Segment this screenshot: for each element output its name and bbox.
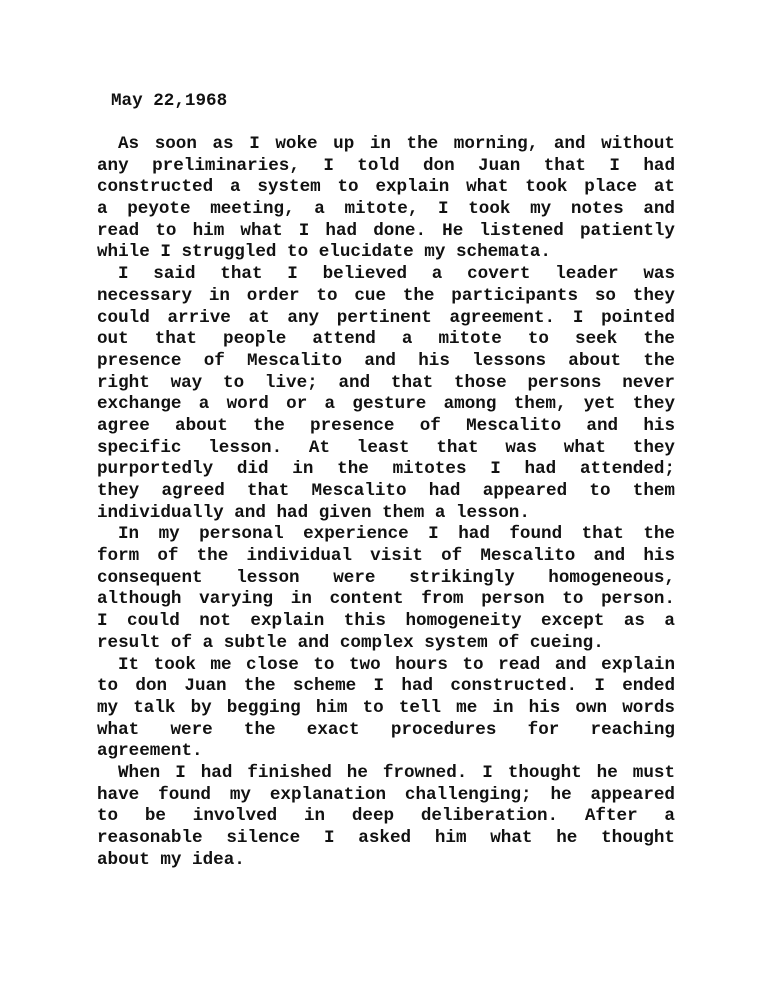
text-line: necessary in order to cue the participants so they <box>97 285 675 306</box>
text-line: When I had finished he frowned. I thought he must <box>118 762 675 783</box>
paragraph <box>97 763 675 871</box>
text-line: what were the exact procedures for reaching <box>97 719 675 740</box>
text-line: out that people attend a mitote to seek the <box>97 329 675 350</box>
text-line: I could not explain this homogeneity except as a <box>97 611 675 632</box>
text-line: consequent lesson were strikingly homogeneous, <box>97 567 675 588</box>
paragraph <box>97 524 675 654</box>
text-line: agreement. <box>97 741 203 762</box>
text-line: result of a subtle and complex system of cueing. <box>97 632 604 653</box>
text-line: agree about the presence of Mescalito and his <box>97 415 675 436</box>
text-line: In my personal experience I had found that the <box>118 524 675 545</box>
text-line: specific lesson. At least that was what they <box>97 437 675 458</box>
paragraph <box>97 655 675 763</box>
text-line: form of the individual visit of Mescalito and his <box>97 546 675 567</box>
paragraph <box>97 264 675 524</box>
text-line: have found my explanation challenging; he appeared <box>97 784 675 805</box>
text-line: constructed a system to explain what took place at <box>97 177 675 198</box>
text-line: exchange a word or a gesture among them, yet they <box>97 394 675 415</box>
text-line: my talk by begging him to tell me in his own words <box>97 697 675 718</box>
text-line: As soon as I woke up in the morning, and without <box>118 134 675 154</box>
text-line: presence of Mescalito and his lessons about the <box>97 350 675 371</box>
text-line: any preliminaries, I told don Juan that I had <box>97 155 675 176</box>
text-line: individually and had given them a lesson. <box>97 502 530 523</box>
body-text <box>97 134 675 871</box>
text-line: a peyote meeting, a mitote, I took my notes and <box>97 199 675 220</box>
paragraph <box>97 134 675 264</box>
text-line: while I struggled to elucidate my schemata. <box>97 242 551 263</box>
text-line: I said that I believed a covert leader was <box>118 264 675 285</box>
text-line: although varying in content from person to person. <box>97 589 675 610</box>
text-line: they agreed that Mescalito had appeared to them <box>97 481 675 501</box>
text-line: purportedly did in the mitotes I had attended; <box>97 459 675 480</box>
text-line: read to him what I had done. He listened patiently <box>97 220 675 241</box>
text-line: It took me close to two hours to read and explain <box>118 654 675 675</box>
text-line: to don Juan the scheme I had constructed. I ended <box>97 676 675 697</box>
text-line: could arrive at any pertinent agreement. I pointed <box>97 307 675 328</box>
text-line: right way to live; and that those persons never <box>97 372 675 393</box>
entry-date: May 22,1968 <box>111 91 228 111</box>
text-line: reasonable silence I asked him what he thought <box>97 828 675 848</box>
text-line: about my idea. <box>97 849 245 870</box>
text-line: to be involved in deep deliberation. After a <box>97 806 675 827</box>
